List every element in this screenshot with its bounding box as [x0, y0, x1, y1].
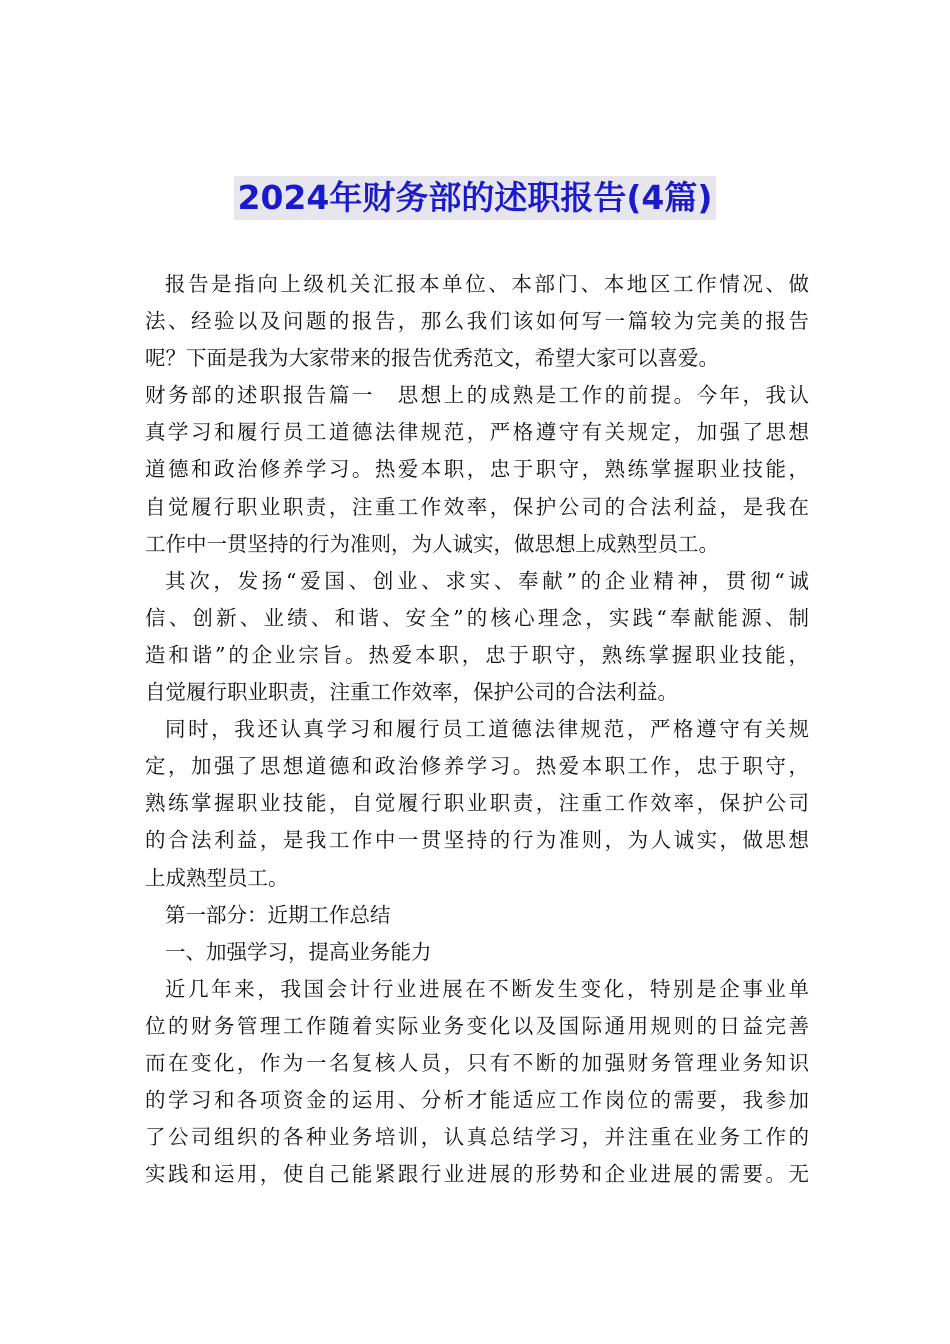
text-line: 自觉履行职业职责，注重工作效率，保护公司的合法利益。	[145, 680, 678, 705]
text-line: 了公司组织的各种业务培训，认真总结学习，并注重在业务工作的	[145, 1125, 809, 1150]
text-line: 位的财务管理工作随着实际业务变化以及国际通用规则的日益完善	[145, 1013, 809, 1038]
text-line: 财务部的述职报告篇一 思想上的成熟是工作的前提。今年，我认	[145, 383, 809, 408]
text-line: 道德和政治修养学习。热爱本职，忠于职守，熟练掌握职业技能，	[145, 457, 809, 482]
text-line: 上成熟型员工。	[145, 865, 289, 890]
document-body	[145, 266, 809, 1193]
text-line: 的合法利益，是我工作中一贯坚持的行为准则，为人诚实，做思想	[145, 828, 809, 853]
text-line: 报告是指向上级机关汇报本单位、本部门、本地区工作情况、做	[165, 272, 809, 296]
text-line: 其次，发扬“爱国、创业、求实、奉献”的企业精神，贯彻“诚	[165, 568, 809, 593]
text-line: 定，加强了思想道德和政治修养学习。热爱本职工作，忠于职守，	[145, 754, 809, 779]
text-line: 工作中一贯坚持的行为准则，为人诚实，做思想上成熟型员工。	[145, 531, 719, 556]
text-line: 呢？下面是我为大家带来的报告优秀范文，希望大家可以喜爱。	[145, 346, 719, 371]
text-line: 同时，我还认真学习和履行员工道德法律规范，严格遵守有关规	[165, 717, 809, 742]
text-line: 实践和运用，使自己能紧跟行业进展的形势和企业进展的需要。无	[145, 1162, 809, 1187]
title-wrap	[0, 176, 950, 220]
text-line: 法、经验以及问题的报告，那么我们该如何写一篇较为完美的报告	[145, 309, 809, 334]
text-line: 信、创新、业绩、和谐、安全”的核心理念，实践“奉献能源、制	[145, 605, 809, 630]
document-title: 2024年财务部的述职报告(4篇)	[234, 176, 717, 220]
text-line: 第一部分：近期工作总结	[165, 902, 391, 927]
text-line: 的学习和各项资金的运用、分析才能适应工作岗位的需要，我参加	[145, 1088, 809, 1113]
text-line: 一、加强学习，提高业务能力	[165, 939, 432, 964]
text-line: 熟练掌握职业技能，自觉履行职业职责，注重工作效率，保护公司	[145, 791, 809, 816]
text-line: 造和谐”的企业宗旨。热爱本职，忠于职守，熟练掌握职业技能，	[145, 642, 809, 667]
text-line: 真学习和履行员工道德法律规范，严格遵守有关规定，加强了思想	[145, 420, 809, 445]
text-line: 自觉履行职业职责，注重工作效率，保护公司的合法利益，是我在	[145, 494, 809, 519]
text-line: 而在变化，作为一名复核人员，只有不断的加强财务管理业务知识	[145, 1050, 809, 1075]
text-line: 近几年来，我国会计行业进展在不断发生变化，特别是企事业单	[165, 976, 809, 1001]
